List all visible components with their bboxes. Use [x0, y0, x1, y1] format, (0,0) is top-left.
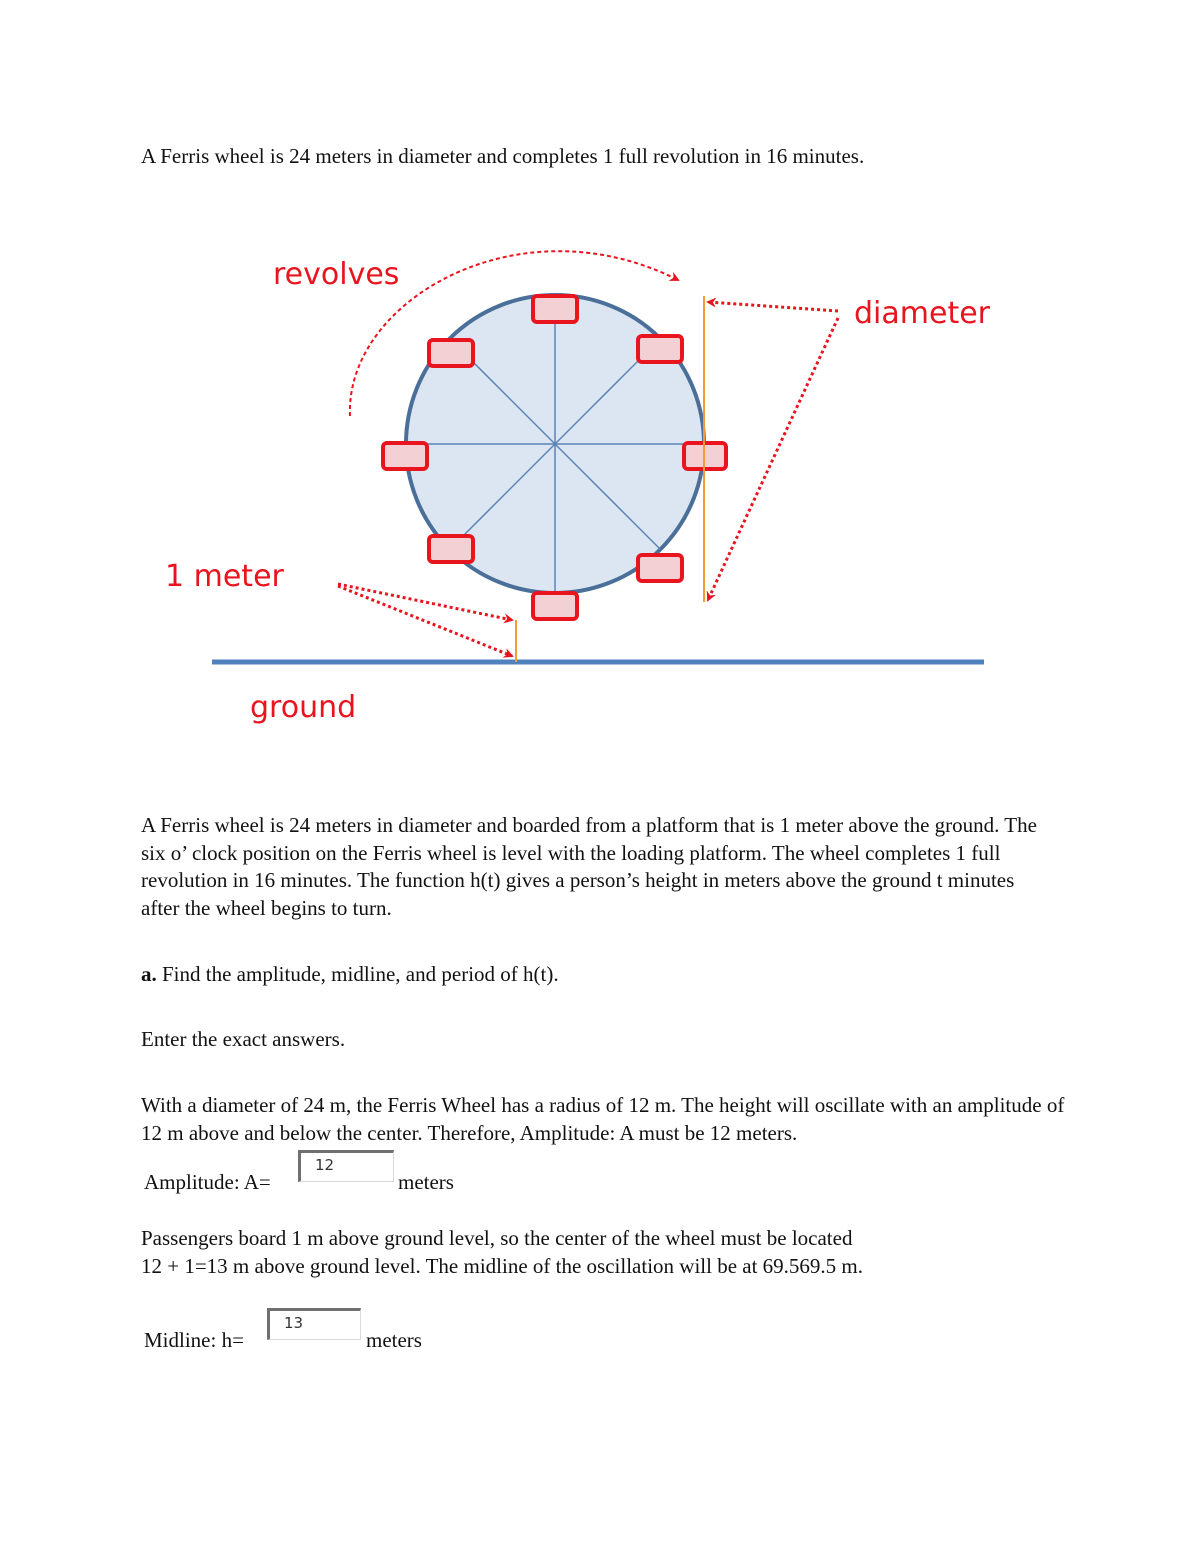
midline-input[interactable]: 13 — [267, 1308, 361, 1340]
enter-exact-instruction: Enter the exact answers. — [141, 1027, 346, 1051]
label-ground: ground — [250, 690, 357, 725]
cabin-lower-left — [429, 536, 473, 562]
midline-unit: meters — [366, 1328, 422, 1352]
midline-explanation — [141, 1225, 1081, 1280]
cabin-left — [383, 443, 427, 469]
cabin-lower-right — [638, 555, 682, 581]
cabin-upper-left — [429, 340, 473, 366]
part-a-label: a. — [141, 962, 157, 986]
midline-explanation-line-1: Passengers board 1 m above ground level, so the center of the wheel must be located — [141, 1226, 853, 1250]
ferris-wheel-diagram — [0, 0, 1200, 760]
part-a-question — [141, 961, 559, 989]
label-revolves: revolves — [273, 257, 400, 292]
amplitude-input[interactable]: 12 — [298, 1150, 394, 1182]
radius-explanation: With a diameter of 24 m, the Ferris Wheel has a radius of 12 m. The height will oscillate with an amplitude of 12 m above and below the center. Therefore, Amplitude: A must be 12 meters. — [141, 1093, 1065, 1145]
part-a-text: Find the amplitude, midline, and period of h(t). — [156, 962, 559, 986]
problem-statement: A Ferris wheel is 24 meters in diameter and boarded from a platform that is 1 meter above the ground. The six o’ clock position on the Ferris wheel is level with the loading platform. The wheel completes 1 full revolution in 16 minutes. The function h(t) gives a person’s height in meters above the ground t minutes after the wheel begins to turn. — [141, 813, 1037, 920]
midline-label: Midline: h= — [144, 1328, 244, 1352]
label-diameter: diameter — [854, 296, 990, 331]
cabin-bottom — [533, 593, 577, 619]
midline-explanation-line-2: 12 + 1=13 m above ground level. The midline of the oscillation will be at 69.569.5 m. — [141, 1253, 864, 1278]
amplitude-label: Amplitude: A= — [144, 1170, 271, 1194]
diameter-arrow-top — [708, 302, 838, 311]
intro-text: A Ferris wheel is 24 meters in diameter and completes 1 full revolution in 16 minutes. — [141, 144, 865, 168]
one-meter-arrow-bottom — [338, 586, 512, 656]
label-one-meter: 1 meter — [165, 559, 284, 594]
one-meter-arrow-top — [338, 584, 512, 620]
amplitude-unit: meters — [398, 1170, 454, 1194]
cabin-top — [533, 296, 577, 322]
cabin-upper-right — [638, 336, 682, 362]
